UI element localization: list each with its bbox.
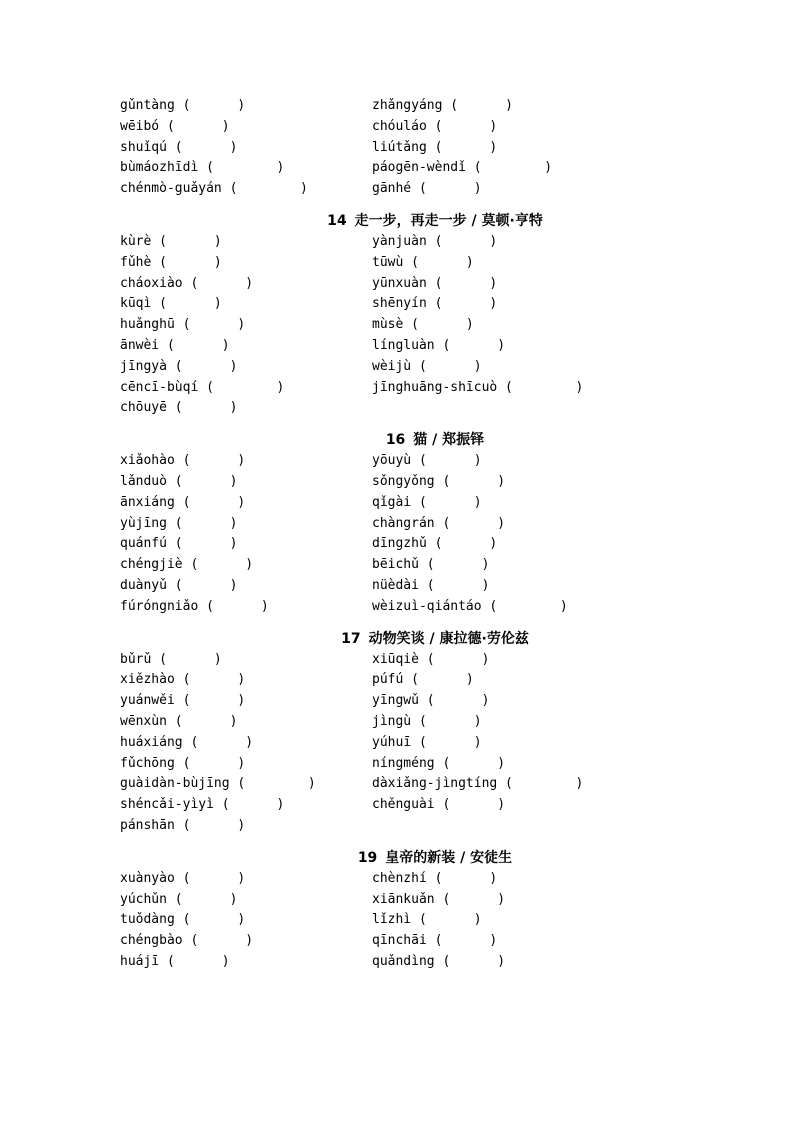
pinyin-text: yúchǔn (120, 891, 167, 907)
pinyin-item (120, 253, 372, 274)
answer-blank[interactable]: ( ) (166, 473, 238, 489)
section-19 (120, 848, 720, 973)
pinyin-text: yúhuī (372, 734, 412, 750)
pinyin-text: shuǐqú (120, 139, 167, 155)
word-grid (120, 232, 720, 419)
pinyin-text: gǔntàng (120, 98, 175, 113)
answer-blank[interactable]: ( ) (182, 557, 254, 573)
pinyin-item (120, 931, 372, 952)
answer-blank[interactable]: ( ) (442, 98, 513, 113)
pinyin-text: lǎnduò (120, 473, 167, 489)
pinyin-text: chóuláo (372, 118, 427, 134)
pinyin-item (120, 555, 372, 576)
answer-blank[interactable]: ( ) (411, 912, 482, 928)
pinyin-text: shéncǎi-yìyì (120, 797, 214, 813)
pinyin-text: wēibó (120, 118, 160, 134)
pinyin-text: wèizuì-qiántáo (372, 598, 482, 614)
answer-blank[interactable]: ( ) (166, 891, 238, 907)
pinyin-text: xiězhào (120, 672, 175, 688)
answer-blank[interactable]: ( ) (411, 494, 482, 510)
answer-blank[interactable]: ( ) (198, 379, 285, 395)
answer-blank[interactable]: ( ) (151, 233, 222, 249)
pinyin-item (372, 869, 672, 890)
pinyin-text: yùjīng (120, 515, 167, 531)
answer-blank[interactable]: ( ) (166, 358, 238, 374)
pinyin-text: páogēn-wèndǐ (372, 160, 466, 176)
pinyin-text: yōuyù (372, 453, 412, 469)
pinyin-item (372, 274, 672, 295)
answer-blank[interactable]: ( ) (411, 734, 482, 750)
pinyin-item (120, 534, 372, 555)
answer-blank[interactable]: ( ) (174, 870, 246, 886)
pinyin-item (120, 472, 372, 493)
answer-blank[interactable]: ( ) (174, 693, 246, 709)
pinyin-text: cēncī-bùqí (120, 379, 199, 395)
answer-blank[interactable]: ( ) (166, 139, 238, 155)
answer-blank[interactable]: ( ) (418, 557, 490, 573)
pinyin-text: fǔchōng (120, 755, 175, 771)
answer-blank[interactable]: ( ) (151, 296, 222, 312)
answer-blank[interactable]: ( ) (481, 598, 568, 614)
pinyin-item (372, 117, 672, 138)
pinyin-text: bǔrǔ (120, 651, 152, 667)
answer-blank[interactable]: ( ) (434, 953, 506, 969)
pinyin-item (120, 336, 372, 357)
pinyin-item (120, 158, 372, 179)
pinyin-item (372, 931, 672, 952)
pinyin-item (120, 514, 372, 535)
answer-blank[interactable]: ( ) (426, 296, 498, 312)
answer-blank[interactable]: ( ) (221, 181, 308, 197)
pinyin-text: sǒngyǒng (372, 473, 435, 489)
pinyin-text: wèijù (372, 358, 412, 374)
pinyin-text: quánfú (120, 536, 167, 552)
pinyin-item (120, 910, 372, 931)
answer-blank[interactable]: ( ) (174, 494, 246, 510)
pinyin-text: chéngjiè (120, 557, 183, 573)
pinyin-item (120, 670, 372, 691)
section-title-text: 猫 / 郑振铎 (413, 432, 485, 449)
pinyin-text: chéngbào (120, 933, 183, 949)
pinyin-item (120, 357, 372, 378)
pinyin-text: língluàn (372, 337, 435, 353)
answer-blank[interactable]: ( ) (434, 515, 506, 531)
pinyin-item (372, 576, 672, 597)
answer-blank[interactable]: ( ) (182, 734, 254, 750)
pinyin-item (120, 869, 372, 890)
answer-blank[interactable]: ( ) (174, 317, 246, 333)
answer-blank[interactable]: ( ) (166, 713, 238, 729)
pinyin-text: chàngrán (372, 515, 435, 531)
pinyin-text: jīngyà (120, 358, 167, 374)
pinyin-item (372, 253, 672, 274)
answer-blank[interactable]: ( ) (198, 598, 269, 614)
word-grid (120, 451, 720, 617)
pinyin-text: duànyǔ (120, 577, 167, 593)
word-grid (120, 96, 720, 200)
pinyin-item (120, 576, 372, 597)
pinyin-item (372, 597, 672, 618)
pinyin-text: ānxiáng (120, 494, 175, 510)
answer-blank[interactable]: ( ) (411, 181, 482, 197)
pinyin-text: gānhé (372, 181, 412, 197)
answer-blank[interactable]: ( ) (426, 275, 498, 291)
pinyin-text: yànjuàn (372, 233, 427, 249)
pinyin-text: xuànyào (120, 870, 175, 886)
pinyin-item (120, 816, 372, 837)
pinyin-text: fúróngniǎo (120, 598, 199, 614)
section-number: 14 (327, 212, 347, 229)
pinyin-item (120, 117, 372, 138)
pinyin-text: bùmáozhīdì (120, 160, 199, 176)
pinyin-item (372, 158, 672, 179)
pinyin-text: dīngzhǔ (372, 536, 427, 552)
pinyin-text: cháoxiào (120, 275, 183, 291)
pinyin-item (372, 232, 672, 253)
section-number: 17 (341, 630, 361, 647)
answer-blank[interactable]: ( ) (151, 254, 222, 270)
pinyin-text: yīngwǔ (372, 693, 419, 709)
pinyin-item (372, 712, 672, 733)
word-grid (120, 869, 720, 973)
pinyin-text: bēichǔ (372, 557, 419, 573)
answer-blank[interactable]: ( ) (166, 515, 238, 531)
section-title-text: 走一步，再走一步 / 莫顿·亨特 (354, 212, 543, 229)
pinyin-item (372, 952, 672, 973)
pinyin-text: liútǎng (372, 139, 427, 155)
pinyin-item (120, 712, 372, 733)
pinyin-item (372, 179, 672, 200)
pinyin-item (120, 179, 372, 200)
pinyin-item (372, 774, 672, 795)
pinyin-text: yūnxuàn (372, 275, 427, 291)
answer-blank[interactable]: ( ) (497, 379, 584, 395)
answer-blank[interactable]: ( ) (426, 933, 498, 949)
pinyin-text: chénmò-guǎyán (120, 181, 222, 197)
pinyin-text: kūqì (120, 296, 152, 312)
pinyin-item (372, 315, 672, 336)
answer-blank[interactable]: ( ) (174, 755, 246, 771)
section-title (120, 848, 720, 869)
pinyin-text: qǐgài (372, 494, 412, 510)
pinyin-item (372, 493, 672, 514)
pinyin-item (120, 96, 372, 117)
pinyin-text: huájī (120, 953, 160, 969)
pinyin-text: tūwù (372, 254, 404, 270)
pinyin-text: pánshān (120, 817, 175, 833)
answer-blank[interactable]: ( ) (411, 713, 482, 729)
answer-blank[interactable]: ( ) (418, 577, 490, 593)
pinyin-text: xiūqiè (372, 651, 419, 667)
answer-blank[interactable]: ( ) (426, 233, 498, 249)
pinyin-text: mùsè (372, 317, 404, 333)
answer-blank[interactable]: ( ) (182, 933, 254, 949)
pinyin-item (120, 138, 372, 159)
answer-blank[interactable]: ( ) (426, 536, 498, 552)
section-14 (120, 211, 720, 419)
pinyin-text: chōuyē (120, 400, 167, 416)
section-title (120, 629, 720, 650)
pinyin-text: dàxiǎng-jìngtíng (372, 776, 498, 792)
pinyin-item (120, 493, 372, 514)
answer-blank[interactable]: ( ) (418, 651, 490, 667)
pinyin-text: xiānkuǎn (372, 891, 435, 907)
pinyin-item (372, 451, 672, 472)
section-title-text: 皇帝的新装 / 安徒生 (385, 849, 513, 866)
answer-blank[interactable]: ( ) (434, 473, 506, 489)
answer-blank[interactable]: ( ) (426, 139, 498, 155)
pinyin-item (372, 670, 672, 691)
pinyin-item (120, 774, 372, 795)
pinyin-text: lǐzhì (372, 912, 412, 928)
pinyin-item (372, 534, 672, 555)
answer-blank[interactable]: ( ) (166, 400, 238, 416)
pinyin-item (372, 378, 672, 399)
pinyin-item (120, 315, 372, 336)
pinyin-item (372, 795, 672, 816)
pinyin-item (120, 597, 372, 618)
pinyin-text: qīnchāi (372, 933, 427, 949)
pinyin-text: huǎnghū (120, 317, 175, 333)
pinyin-text: yuánwěi (120, 693, 175, 709)
pinyin-text: púfú (372, 672, 404, 688)
answer-blank[interactable]: ( ) (434, 337, 506, 353)
pinyin-text: xiǎohào (120, 453, 175, 469)
answer-blank[interactable]: ( ) (174, 672, 246, 688)
answer-blank[interactable]: ( ) (403, 317, 474, 333)
pinyin-item (120, 650, 372, 671)
pinyin-text: wēnxùn (120, 713, 167, 729)
section-number: 16 (385, 432, 406, 449)
answer-blank[interactable]: ( ) (411, 358, 482, 374)
pinyin-text: kùrè (120, 233, 152, 249)
pinyin-text: tuǒdàng (120, 912, 175, 928)
pinyin-item (372, 555, 672, 576)
answer-blank[interactable]: ( ) (159, 118, 230, 134)
pinyin-item (372, 472, 672, 493)
answer-blank[interactable]: ( ) (434, 755, 506, 771)
pinyin-item (120, 733, 372, 754)
pinyin-item (120, 232, 372, 253)
pinyin-text: jìngù (372, 713, 412, 729)
pinyin-item (372, 910, 672, 931)
pinyin-item (372, 754, 672, 775)
pinyin-item (372, 514, 672, 535)
section-number: 19 (357, 849, 378, 866)
worksheet (120, 96, 720, 973)
answer-blank[interactable]: ( ) (426, 118, 498, 134)
pinyin-text: chěnguài (372, 797, 435, 813)
answer-blank[interactable]: ( ) (403, 672, 474, 688)
answer-blank[interactable]: ( ) (174, 817, 246, 833)
pinyin-item (372, 733, 672, 754)
pinyin-text: nüèdài (372, 577, 419, 593)
pinyin-text: guàidàn-bùjīng (120, 776, 230, 792)
section-title (120, 211, 720, 232)
section-title-text: 动物笑谈 / 康拉德·劳伦兹 (368, 630, 529, 647)
answer-blank[interactable]: ( ) (174, 912, 246, 928)
pinyin-text: chènzhí (372, 870, 427, 886)
pinyin-item (372, 96, 672, 117)
pinyin-item (372, 691, 672, 712)
section-16 (120, 430, 720, 617)
pinyin-item (120, 294, 372, 315)
pinyin-text: quǎndìng (372, 953, 435, 969)
pinyin-text: shēnyín (372, 296, 427, 312)
pinyin-item (120, 691, 372, 712)
answer-blank[interactable]: ( ) (159, 337, 230, 353)
answer-blank[interactable]: ( ) (198, 160, 285, 176)
answer-blank[interactable]: ( ) (174, 98, 246, 113)
answer-blank[interactable]: ( ) (465, 160, 553, 176)
answer-blank[interactable]: ( ) (411, 453, 482, 469)
pinyin-item (120, 754, 372, 775)
pinyin-item (120, 952, 372, 973)
pinyin-text: huáxiáng (120, 734, 183, 750)
pinyin-text: níngméng (372, 755, 435, 771)
pinyin-text: jīnghuāng-shīcuò (372, 379, 498, 395)
answer-blank[interactable]: ( ) (403, 254, 474, 270)
pinyin-item (120, 398, 372, 419)
pinyin-text: fǔhè (120, 254, 152, 270)
answer-blank[interactable]: ( ) (426, 870, 498, 886)
pinyin-item (372, 336, 672, 357)
answer-blank[interactable]: ( ) (213, 797, 285, 813)
pinyin-item (372, 357, 672, 378)
pinyin-text: ānwèi (120, 337, 160, 353)
answer-blank[interactable]: ( ) (159, 953, 230, 969)
answer-blank[interactable]: ( ) (434, 797, 506, 813)
pinyin-text: zhǎngyáng (372, 98, 443, 113)
word-grid (120, 650, 720, 837)
pinyin-item (120, 890, 372, 911)
pinyin-item (120, 378, 372, 399)
answer-blank[interactable]: ( ) (434, 891, 506, 907)
pinyin-item (372, 650, 672, 671)
section-intro (120, 96, 720, 200)
answer-blank[interactable]: ( ) (166, 536, 238, 552)
section-17 (120, 629, 720, 837)
pinyin-item (372, 294, 672, 315)
answer-blank[interactable]: ( ) (229, 776, 316, 792)
section-title (120, 430, 720, 451)
answer-blank[interactable]: ( ) (151, 651, 222, 667)
pinyin-item (120, 274, 372, 295)
answer-blank[interactable]: ( ) (418, 693, 490, 709)
answer-blank[interactable]: ( ) (182, 275, 254, 291)
answer-blank[interactable]: ( ) (174, 453, 246, 469)
pinyin-item (120, 451, 372, 472)
pinyin-item (372, 138, 672, 159)
answer-blank[interactable]: ( ) (166, 577, 238, 593)
answer-blank[interactable]: ( ) (497, 776, 584, 792)
pinyin-item (120, 795, 372, 816)
pinyin-item (372, 890, 672, 911)
